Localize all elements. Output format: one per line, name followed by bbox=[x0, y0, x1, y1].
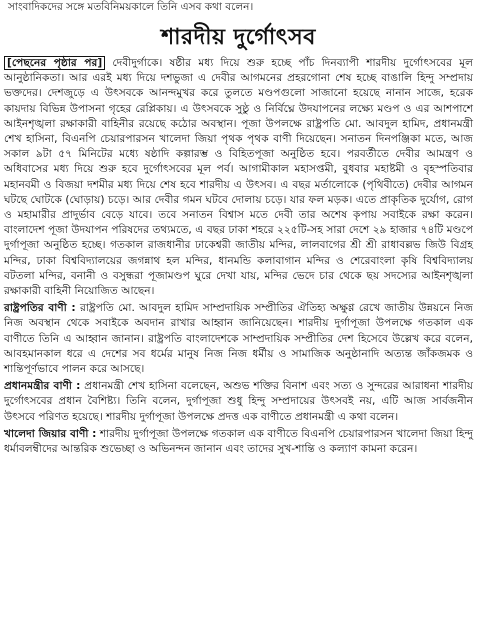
paragraph-text: দেবীদুর্গাকে। ষষ্ঠীর মধ্য দিয়ে শুরু হচ্ছে পাঁচ দিনব্যাপী শারদীয় দুর্গোৎসবের মূল আনুষ্ঠানিকতা। আর এরই মধ্য দিয়ে দশভুজা এ দেবীর আগমনের প্রহরগোনা শেষ হচ্ছে বাঙালি হিন্দু সম্প্রদায় ভক্তদের। দেশজুড়ে এ উৎসবকে আনন্দমুখর করে তুলতে মণ্ডপগুলো সাজানো হয়েছে নানান সাজে, হরেক কায়দায় বিভিন্ন উপাসনা গৃহের রেপ্লিকায়। এ উৎসবকে সুষ্ঠু ও নির্বিঘ্নে উদযাপনের লক্ষ্যে মণ্ডপ ও এর আশপাশে আইনশৃঙ্খলা রক্ষাকারী বাহিনীর রয়েছে কঠোর অবস্থান। পূজা উপলক্ষে রাষ্ট্রপতি মো. আবদুল হামিদ, প্রধানমন্ত্রী শেখ হাসিনা, বিএনপি চেয়ারপারসন খালেদা জিয়া পৃথক পৃথক বাণী দিয়েছেন। সনাতন দিনপঞ্জিকা মতে, আজ সকাল ৯টা ৫৭ মিনিটের মধ্যে ষষ্ঠাদি কল্পারম্ভ ও বিহিতপূজা অনুষ্ঠিত হবে। পরবর্তীতে দেবীর আমন্ত্রণ ও অধিবাসের মধ্য দিয়ে শুরু হবে দুর্গোৎসবের মূল পর্ব। আগামীকাল মহাসপ্তমী, বুধবার মহাষ্টমী ও বৃহস্পতিবার মহানবমী ও বিজয়া দশমীর মধ্য দিয়ে শেষ হবে শারদীয় এ উৎসব। এ বছর মর্তালোকে (পৃথিবীতে) দেবীর আগমন ঘটছে ঘোটকে (ঘোড়ায়) চড়ে। আর দেবীর গমন ঘটবে দোলায় চড়ে। যার ফল মড়ক। এতে প্রাকৃতিক দুর্যোগ, রোগ ও মহামারীর প্রাদুর্ভাব বেড়ে যাবে। তবে সনাতন বিশ্বাস মতে দেবী তার অশেষ কৃপায় সবাইকে রক্ষা করেন। বাংলাদেশ পূজা উদযাপন পরিষদের তথ্যমতে, এ বছর ঢাকা শহরে ২২৫টি-সহ সারা দেশে ২৯ হাজার ৭৪টি মণ্ডপে দুর্গাপূজা অনুষ্ঠিত হচ্ছে। গতকাল রাজধানীর ঢাকেশ্বরী জাতীয় মন্দির, লালবাগের শ্রী শ্রী রাধাবল্লভ জিউ বিগ্রহ মন্দির, ঢাকা বিশ্ববিদ্যালয়ের জগন্নাথ হল মন্দির, ধানমন্ডি কলাবাগান মন্দির ও শেরেবাংলা কৃষি বিশ্ববিদ্যালয় বটতলা মন্দির, বনানী ও বসুন্ধরা পূজামণ্ডপ ঘুরে দেখা যায়, মন্দির ভেদে চার থেকে ছয় সদস্যের আইনশৃঙ্খলা রক্ষাকারী বাহিনী নিয়োজিত আছেন। bbox=[4, 57, 473, 298]
previous-article-tail: সাংবাদিকদের সঙ্গে মতবিনিময়কালে তিনি এসব কথা বলেন। bbox=[8, 1, 254, 13]
section-lead-president: রাষ্ট্রপতির বাণী : bbox=[4, 302, 76, 315]
section-lead-khaleda-zia: খালেদা জিয়ার বাণী : bbox=[4, 427, 97, 440]
paragraph-text: রাষ্ট্রপতি মো. আবদুল হামিদ সাম্প্রদায়িক সম্প্রীতির ঐতিহ্য অক্ষুণ্ণ রেখে জাতীয় উন্নয়নে নিজ নিজ অবস্থান থেকে সবাইকে অবদান রাখার আহ্বান জানিয়েছেন। শারদীয় দুর্গাপূজা উপলক্ষে গতকাল এক বাণীতে তিনি এ আহ্বান জানান। রাষ্ট্রপতি বাংলাদেশকে সাম্প্রদায়িক সম্প্রীতির দেশ হিসেবে উল্লেখ করে বলেন, আবহমানকাল ধরে এ দেশের সব ধর্মের মানুষ নিজ নিজ ধর্মীয় ও সামাজিক অনুষ্ঠানাদি অত্যন্ত জাঁকজমক ও শান্তিপূর্ণভাবে পালন করে আসছে। bbox=[4, 302, 473, 376]
article-paragraph-president bbox=[4, 301, 473, 377]
paragraph-text: প্রধানমন্ত্রী শেখ হাসিনা বলেছেন, অশুভ শক্তির বিনাশ এবং সত্য ও সুন্দরের আরাধনা শারদীয় দুর্গোৎসবের প্রধান বৈশিষ্ট্য। তিনি বলেন, দুর্গাপূজা শুধু হিন্দু সম্প্রদায়ের উৎসবই নয়, এটি আজ সার্বজনীন উৎসবে পরিণত হয়েছে। শারদীয় দুর্গাপূজা উপলক্ষে প্রদত্ত এক বাণীতে প্রধানমন্ত্রী এ কথা বলেন। bbox=[4, 380, 473, 423]
article-headline: শারদীয় দুর্গোৎসব bbox=[161, 24, 316, 50]
section-lead-prime-minister: প্রধানমন্ত্রীর বাণী : bbox=[4, 380, 81, 393]
article-paragraph-intro bbox=[4, 56, 473, 299]
article-paragraph-prime-minister bbox=[4, 379, 473, 425]
continuation-label: [পেছনের পৃষ্ঠার পর] bbox=[4, 56, 105, 70]
article-body bbox=[4, 56, 473, 457]
paragraph-text: শারদীয় দুর্গাপূজা উপলক্ষে গতকাল এক বাণীতে বিএনপি চেয়ারপারসন খালেদা জিয়া হিন্দু ধর্মাবলম্বীদের আন্তরিক শুভেচ্ছা ও অভিনন্দন জানান এবং তাদের সুখ-শান্তি ও কল্যাণ কামনা করেন। bbox=[4, 427, 473, 456]
article-paragraph-khaleda-zia bbox=[4, 427, 473, 457]
